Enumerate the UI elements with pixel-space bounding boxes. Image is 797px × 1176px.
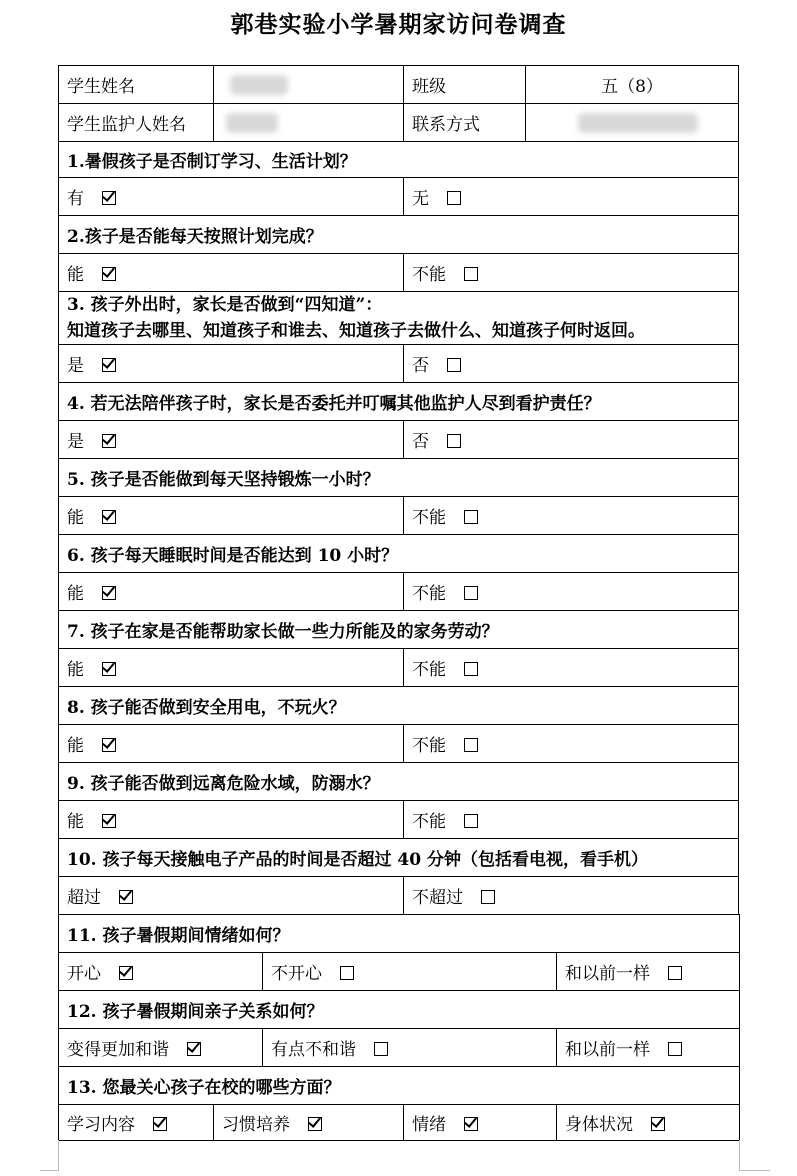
option-cell[interactable]	[404, 877, 739, 915]
info-row-guardian	[59, 104, 739, 142]
option-label: 和以前一样	[565, 964, 650, 984]
redacted-contact	[578, 113, 698, 133]
page-title: 郭巷实验小学暑期家访问卷调查	[230, 11, 567, 38]
class-label: 班级	[404, 66, 526, 104]
answer-row-9	[59, 801, 739, 839]
option-label: 能	[67, 812, 84, 832]
option-label: 有点不和谐	[271, 1040, 356, 1060]
option-cell[interactable]	[404, 345, 739, 383]
question-row-4	[59, 383, 739, 421]
answer-row-8	[59, 725, 739, 763]
checkbox-empty[interactable]	[447, 358, 461, 372]
option-cell[interactable]	[59, 1105, 214, 1141]
option-cell[interactable]	[59, 254, 404, 292]
question-row-8	[59, 687, 739, 725]
question-line-1: 3. 孩子外出时，家长是否做到“四知道”：	[67, 295, 383, 315]
option-label: 有	[67, 189, 84, 209]
option-label: 是	[67, 432, 84, 452]
checkbox-empty[interactable]	[481, 890, 495, 904]
checkbox-checked[interactable]	[102, 267, 116, 281]
question-row-3	[59, 292, 739, 345]
question-row-6	[59, 535, 739, 573]
checkbox-empty[interactable]	[668, 966, 682, 980]
checkbox-empty[interactable]	[668, 1042, 682, 1056]
answer-row-10	[59, 877, 739, 915]
checkbox-checked[interactable]	[102, 662, 116, 676]
checkbox-checked[interactable]	[102, 434, 116, 448]
checkbox-checked[interactable]	[308, 1117, 322, 1131]
question-row-2	[59, 216, 739, 254]
checkbox-empty[interactable]	[340, 966, 354, 980]
option-cell[interactable]	[404, 1105, 557, 1141]
option-label: 否	[412, 432, 429, 452]
checkbox-checked[interactable]	[102, 510, 116, 524]
option-label: 否	[412, 356, 429, 376]
question-row-7	[59, 611, 739, 649]
question-text: 5. 孩子是否能做到每天坚持锻炼一小时？	[59, 459, 739, 497]
option-cell[interactable]	[59, 1029, 263, 1067]
answer-row-12	[59, 1029, 740, 1067]
option-cell[interactable]	[404, 497, 739, 535]
checkbox-empty[interactable]	[464, 510, 478, 524]
option-cell[interactable]	[557, 1105, 740, 1141]
guardian-name-label: 学生监护人姓名	[59, 104, 214, 142]
option-label: 能	[67, 265, 84, 285]
option-cell[interactable]	[404, 649, 739, 687]
option-cell[interactable]	[404, 421, 739, 459]
option-cell[interactable]	[59, 649, 404, 687]
student-name-value	[214, 66, 404, 104]
answer-row-2	[59, 254, 739, 292]
question-text	[59, 292, 739, 345]
option-cell[interactable]	[59, 345, 404, 383]
checkbox-empty[interactable]	[464, 814, 478, 828]
option-cell[interactable]	[59, 497, 404, 535]
option-cell[interactable]	[59, 573, 404, 611]
answer-row-6	[59, 573, 739, 611]
question-text: 8. 孩子能否做到安全用电，不玩火？	[59, 687, 739, 725]
answer-row-3	[59, 345, 739, 383]
option-cell[interactable]	[557, 1029, 740, 1067]
answer-row-1	[59, 178, 739, 216]
checkbox-checked[interactable]	[102, 814, 116, 828]
question-row-12	[59, 991, 740, 1029]
checkbox-empty[interactable]	[464, 267, 478, 281]
option-cell[interactable]	[59, 725, 404, 763]
option-cell[interactable]	[59, 953, 263, 991]
checkbox-empty[interactable]	[464, 586, 478, 600]
option-label: 和以前一样	[565, 1040, 650, 1060]
option-label: 不能	[412, 736, 446, 756]
option-cell[interactable]	[404, 254, 739, 292]
option-label: 是	[67, 356, 84, 376]
option-cell[interactable]	[59, 178, 404, 216]
option-label: 开心	[67, 964, 101, 984]
option-cell[interactable]	[404, 573, 739, 611]
option-label: 能	[67, 508, 84, 528]
checkbox-empty[interactable]	[447, 434, 461, 448]
question-line-2: 知道孩子去哪里、知道孩子和谁去、知道孩子去做什么、知道孩子何时返回。	[67, 321, 645, 341]
option-label: 习惯培养	[222, 1115, 290, 1135]
question-row-5	[59, 459, 739, 497]
option-label: 不开心	[271, 964, 322, 984]
answer-row-4	[59, 421, 739, 459]
question-row-9	[59, 763, 739, 801]
option-cell[interactable]	[557, 953, 740, 991]
question-row-11	[59, 915, 740, 953]
option-cell[interactable]	[59, 801, 404, 839]
answer-row-7	[59, 649, 739, 687]
checkbox-empty[interactable]	[464, 738, 478, 752]
option-label: 不能	[412, 508, 446, 528]
checkbox-checked[interactable]	[102, 586, 116, 600]
option-label: 不能	[412, 812, 446, 832]
checkbox-checked[interactable]	[119, 890, 133, 904]
option-cell[interactable]	[214, 1105, 404, 1141]
option-label: 能	[67, 736, 84, 756]
contact-label: 联系方式	[404, 104, 526, 142]
answer-row-13	[59, 1105, 740, 1141]
checkbox-empty[interactable]	[464, 662, 478, 676]
question-text: 2.孩子是否能每天按照计划完成？	[59, 216, 739, 254]
option-label: 超过	[67, 888, 101, 908]
survey-table	[58, 65, 739, 915]
option-label: 无	[412, 189, 429, 209]
option-cell[interactable]	[59, 877, 404, 915]
redacted-student-name	[230, 75, 288, 95]
answer-row-11	[59, 953, 740, 991]
question-text: 6. 孩子每天睡眠时间是否能达到 10 小时？	[59, 535, 739, 573]
student-name-label: 学生姓名	[59, 66, 214, 104]
option-label: 不能	[412, 265, 446, 285]
question-text: 13. 您最关心孩子在校的哪些方面？	[59, 1067, 740, 1105]
option-label: 不超过	[412, 888, 463, 908]
guardian-name-value	[214, 104, 404, 142]
option-cell[interactable]	[263, 1029, 557, 1067]
class-value: 五（8）	[526, 66, 739, 104]
question-row-1	[59, 142, 739, 178]
checkbox-checked[interactable]	[102, 358, 116, 372]
page-corner-mark-left	[40, 1140, 59, 1171]
option-label: 能	[67, 584, 84, 604]
question-text: 12. 孩子暑假期间亲子关系如何？	[59, 991, 740, 1029]
question-row-13	[59, 1067, 740, 1105]
checkbox-checked[interactable]	[187, 1042, 201, 1056]
question-row-10	[59, 839, 739, 877]
checkbox-checked[interactable]	[119, 966, 133, 980]
answer-row-5	[59, 497, 739, 535]
checkbox-checked[interactable]	[153, 1117, 167, 1131]
checkbox-checked[interactable]	[102, 191, 116, 205]
contact-value	[526, 104, 739, 142]
question-text: 9. 孩子能否做到远离危险水域，防溺水？	[59, 763, 739, 801]
checkbox-checked[interactable]	[651, 1117, 665, 1131]
option-label: 不能	[412, 660, 446, 680]
option-cell[interactable]	[404, 801, 739, 839]
redacted-guardian-name	[226, 113, 278, 133]
checkbox-empty[interactable]	[447, 191, 461, 205]
option-label: 学习内容	[67, 1115, 135, 1135]
option-label: 身体状况	[565, 1115, 633, 1135]
option-cell[interactable]	[59, 421, 404, 459]
option-cell[interactable]	[404, 178, 739, 216]
option-label: 情绪	[412, 1115, 446, 1135]
option-label: 能	[67, 660, 84, 680]
question-text: 4. 若无法陪伴孩子时，家长是否委托并叮嘱其他监护人尽到看护责任？	[59, 383, 739, 421]
question-text: 7. 孩子在家是否能帮助家长做一些力所能及的家务劳动？	[59, 611, 739, 649]
option-cell[interactable]	[404, 725, 739, 763]
option-label: 不能	[412, 584, 446, 604]
checkbox-empty[interactable]	[374, 1042, 388, 1056]
checkbox-checked[interactable]	[102, 738, 116, 752]
page-corner-mark-right	[739, 1140, 770, 1171]
option-label: 变得更加和谐	[67, 1040, 169, 1060]
info-row-student	[59, 66, 739, 104]
question-text: 11. 孩子暑假期间情绪如何？	[59, 915, 740, 953]
checkbox-checked[interactable]	[464, 1117, 478, 1131]
option-cell[interactable]	[263, 953, 557, 991]
question-text: 1.暑假孩子是否制订学习、生活计划？	[59, 142, 739, 178]
question-text: 10. 孩子每天接触电子产品的时间是否超过 40 分钟（包括看电视，看手机）	[59, 839, 739, 877]
survey-table-lower	[58, 914, 740, 1141]
